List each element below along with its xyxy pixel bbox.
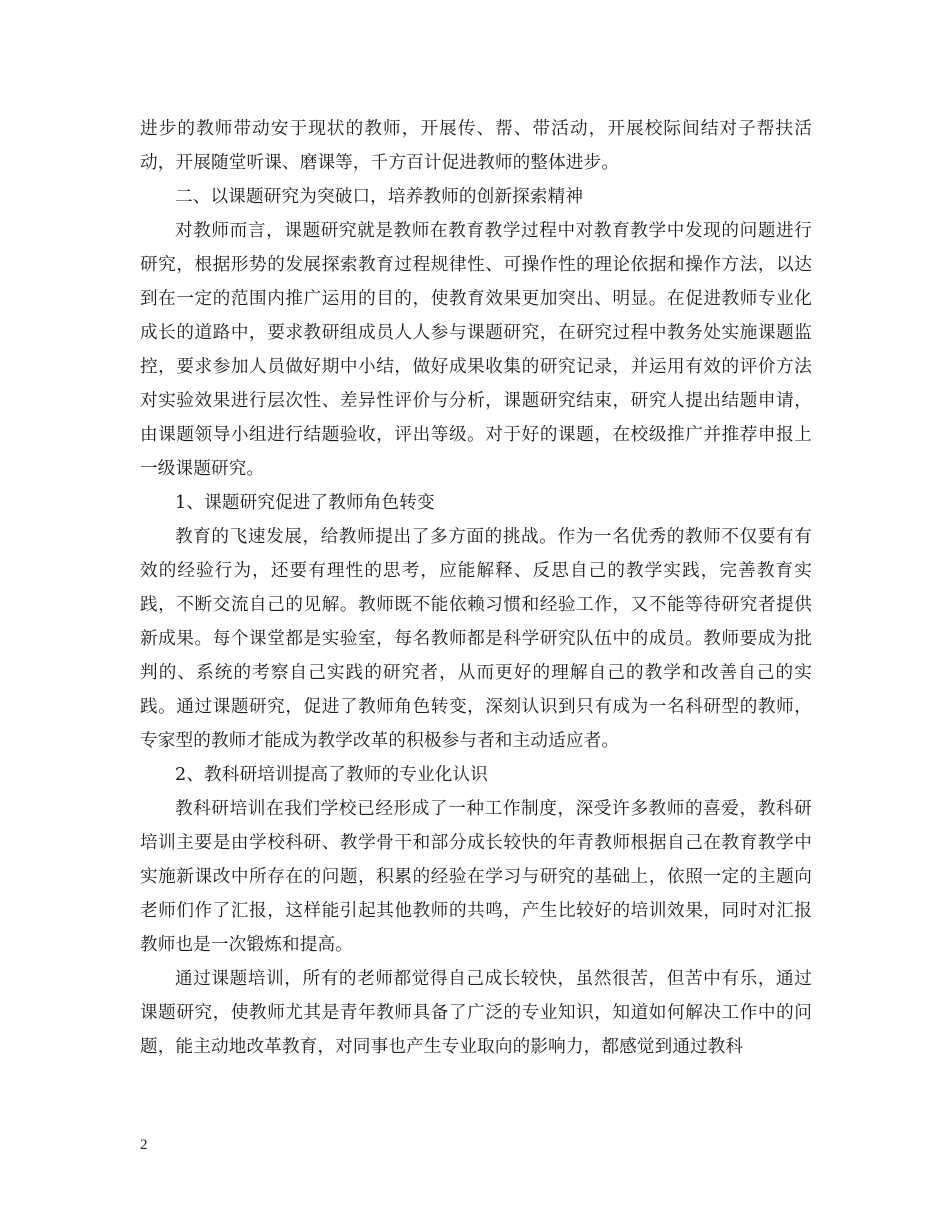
paragraph-role-change: 教育的飞速发展，给教师提出了多方面的挑战。作为一名优秀的教师不仅要有有效的经验行为，还要有理性的思考，应能解释、反思自己的教学实践，完善教育实践，不断交流自己的见解。教师既不能依赖习惯和经验工作，又不能等待研究者提供新成果。每个课堂都是实验室，每名教师都是科学研究队伍中的成员。教师要成为批判的、系统的考察自己实践的研究者，从而更好的理解自己的教学和改善自己的实践。通过课题研究，促进了教师角色转变，深刻认识到只有成为一名科研型的教师，专家型的教师才能成为教学改革的积极参与者和主动适应者。 bbox=[140, 527, 812, 751]
page-number: 2 bbox=[140, 1137, 148, 1153]
paragraph-training: 教科研培训在我们学校已经形成了一种工作制度，深受许多教师的喜爱，教科研培训主要是由学校科研、教学骨干和部分成长较快的年青教师根据自己在教育教学中实施新课改中所存在的问题，积累的经验在学习与研究的基础上，依照一定的主题向老师们作了汇报，这样能引起其他教师的共鸣，产生比较好的培训效果，同时对汇报教师也是一次锻炼和提高。 bbox=[140, 799, 812, 955]
section-heading-2: 二、以课题研究为突破口，培养教师的创新探索精神 bbox=[175, 187, 584, 207]
document-body bbox=[140, 112, 812, 1064]
paragraph-research-definition: 对教师而言，课题研究就是教师在教育教学过程中对教育教学中发现的问题进行研究，根据形势的发展探索教育过程规律性、可操作性的理论依据和操作方法，以达到在一定的范围内推广运用的目的，使教育效果更加突出、明显。在促进教师专业化成长的道路中，要求教研组成员人人参与课题研究，在研究过程中教务处实施课题监控，要求参加人员做好期中小结，做好成果收集的研究记录，并运用有效的评价方法对实验效果进行层次性、差异性评价与分析，课题研究结束，研究人提出结题申请，由课题领导小组进行结题验收，评出等级。对于好的课题，在校级推广并推荐申报上一级课题研究。 bbox=[140, 221, 812, 479]
paragraph-training-results: 通过课题培训，所有的老师都觉得自己成长较快，虽然很苦，但苦中有乐，通过课题研究，使教师尤其是青年教师具备了广泛的专业知识，知道如何解决工作中的问题，能主动地改革教育，对同事也产生专业取向的影响力，都感觉到通过教科 bbox=[140, 969, 812, 1057]
paragraph-intro-continuation: 进步的教师带动安于现状的教师，开展传、帮、带活动，开展校际间结对子帮扶活动，开展随堂听课、磨课等，千方百计促进教师的整体进步。 bbox=[140, 119, 812, 173]
subheading-training: 2、教科研培训提高了教师的专业化认识 bbox=[175, 765, 488, 785]
subheading-role-change: 1、课题研究促进了教师角色转变 bbox=[175, 493, 435, 513]
